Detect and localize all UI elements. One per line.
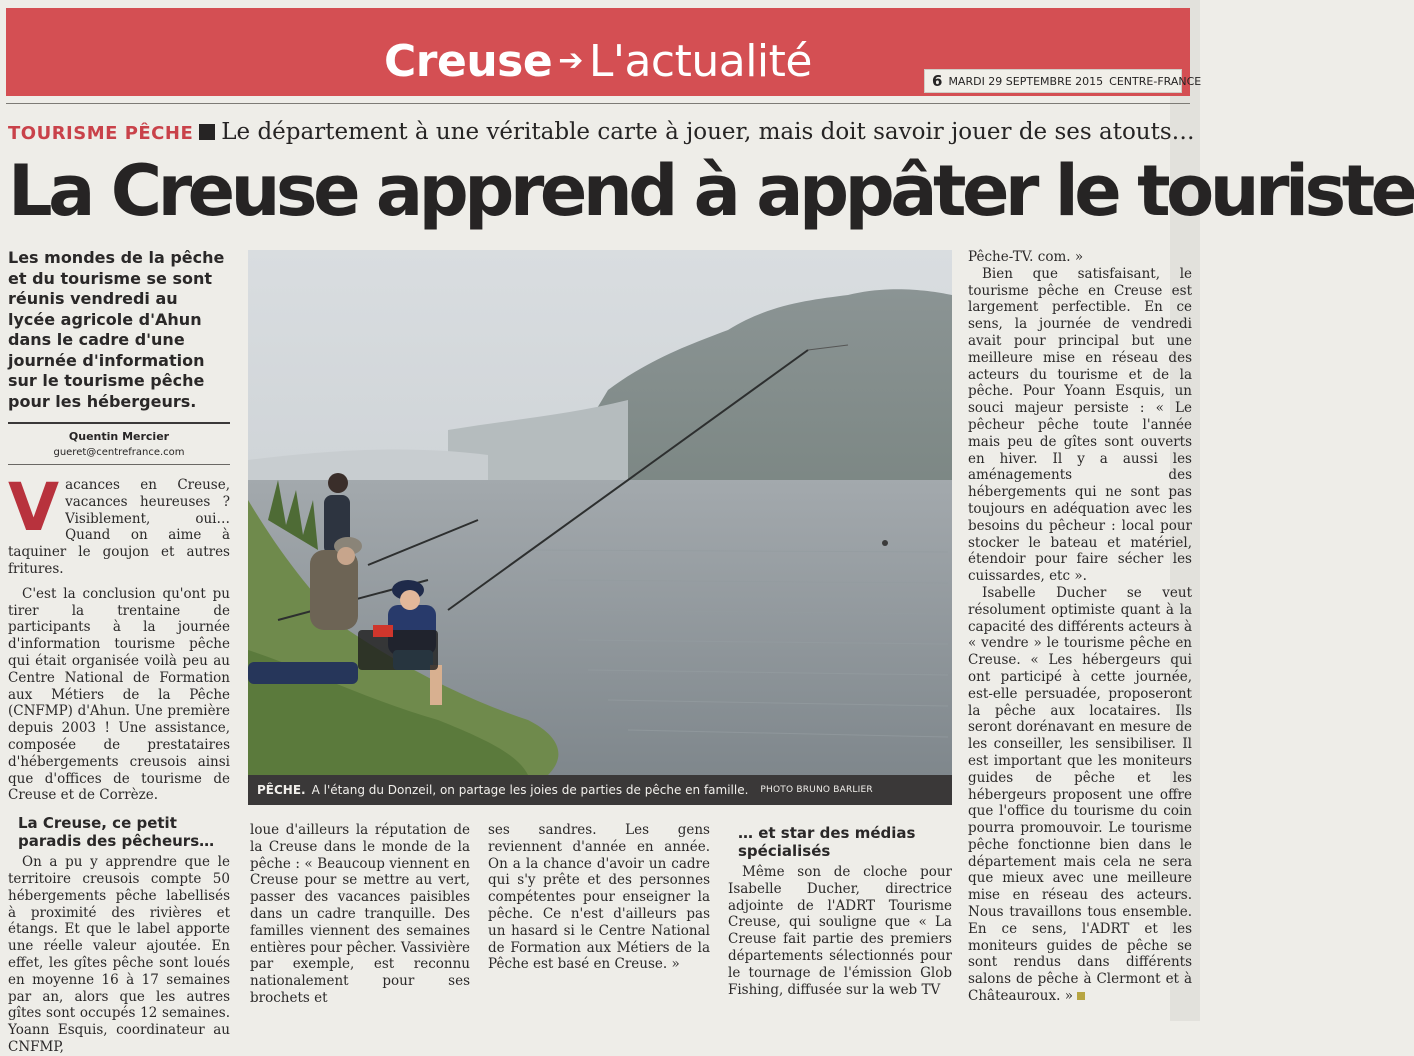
- publication-name: CENTRE-FRANCE: [1109, 74, 1202, 88]
- lead-paragraph: [8, 469, 230, 578]
- kicker-tag: TOURISME PÊCHE: [8, 123, 194, 144]
- article-photo: [248, 250, 952, 775]
- issue-date: MARDI 29 SEPTEMBRE 2015: [948, 74, 1104, 88]
- paragraph: [968, 585, 1192, 1005]
- photo-caption: [248, 775, 952, 805]
- byline-author: Quentin Mercier: [68, 430, 170, 443]
- column-4: [728, 824, 952, 998]
- paragraph: ses sandres. Les gens reviennent d'année en année. On a la chance d'avoir un cadre qui s'y prête et des personnes compétentes pour enseigner la pêche. Ce n'est d'ailleurs pas un hasard si le Centre National de Formation aux Métiers de la Pêche est basé en Creuse. »: [488, 822, 710, 973]
- paragraph: Pêche-TV. com. »: [968, 249, 1084, 265]
- column-2: [250, 822, 470, 1007]
- section-title: [384, 36, 812, 87]
- paragraph: On a pu y apprendre que le territoire creusois compte 50 hébergements pêche labellisés à proximité des rivières et étangs. Et que le label apporte une réelle valeur ajoutée. En effet, les gîtes pêche sont loués en moyenne 16 à 17 semaines par an, alors que les autres gîtes sont occupés 12 semaines. Yoann Esquis, coordinateur au CNFMP,: [8, 854, 230, 1055]
- section-header-band: [6, 8, 1202, 96]
- byline-rule: [8, 422, 230, 424]
- lead-text: acances en Creuse, vacances heureuses ? Visiblement, oui… Quand on aime à taquiner le goujon et autres fritures.: [8, 477, 230, 577]
- square-bullet-icon: [199, 124, 215, 140]
- photo-credit: PHOTO BRUNO BARLIER: [760, 785, 873, 795]
- page-number: 6: [932, 72, 943, 90]
- paragraph: loue d'ailleurs la réputation de la Creuse dans le monde de la pêche : « Beaucoup viennent en Creuse pour se mettre au vert, passer des vacances paisibles dans un cadre tranquille. Des familles viennent des semaines entières pour pêcher. Vassivière par exemple, est reconnu nationalement pour ses brochets et: [250, 822, 470, 1006]
- paragraph-text: Isabelle Ducher se veut résolument optimiste quant à la capacité des différents acteurs à « vendre » le tourisme pêche en Creuse. « Les hébergeurs qui ont participé à cette journée, est-elle persuadée, proposeront la pêche aux locataires. Ils seront dorénavant en mesure de les conseiller, les sensibiliser. Il est important que les moniteurs guides de pêche et les hébergeurs proposent une offre que l'office du tourisme du coin pourra promouvoir. Le tourisme pêche fonctionne bien dans le département mais cela ne sera que mieux avec une meilleure mise en réseau des acteurs. Nous travaillons tous ensemble. En ce sens, l'ADRT et les moniteurs guides de pêche se sont rendus dans différents salons de pêche à Clermont et à Châteauroux. »: [968, 584, 1192, 1005]
- paragraph: C'est la conclusion qu'ont pu tirer la trentaine de participants à la journée d'information tourisme pêche qui était organisée voilà peu au Centre National de Formation aux Métiers de la Pêche (CNFMP) d'Ahun. Une première depuis 2003 ! Une assistance, composée de prestataires d'hébergements creusois ainsi que d'offices de tourisme de Creuse et de Corrèze.: [8, 585, 230, 804]
- byline-rule-bottom: [8, 464, 230, 465]
- dateline: [924, 69, 1202, 93]
- subheading: … et star des médias spécialisés: [738, 824, 916, 860]
- header-rule: [6, 103, 1190, 104]
- byline-email: gueret@centrefrance.com: [53, 447, 185, 458]
- fishing-pond-photo: [248, 250, 952, 775]
- caption-label: PÊCHE.: [257, 783, 306, 797]
- subheading: La Creuse, ce petit paradis des pêcheurs…: [18, 814, 215, 851]
- column-left: [8, 248, 230, 1056]
- paragraph: Même son de cloche pour Isabelle Ducher, directrice adjointe de l'ADRT Tourisme Creuse, qui souligne que « La Creuse fait partie des premiers départements sélectionnés pour le tournage de l'émission Glob Fishing, diffusée sur la web TV: [728, 864, 952, 998]
- paragraph: Bien que satisfaisant, le tourisme pêche en Creuse est largement perfectible. En ce sens, la journée de vendredi avait pour principal but une meilleure mise en réseau des acteurs du tourisme et de la pêche. Pour Yoann Esquis, un souci majeur persiste : « Le pêcheur pêche toute l'année mais peu de gîtes sont ouverts en hiver. Il y a aussi les aménagements des hébergements qui ne sont pas toujours en adéquation avec les besoins du pêcheur : local pour stocker le bateau et matériel, étendoir pour faire sécher les cuissardes, etc ».: [968, 265, 1192, 585]
- column-3: [488, 822, 710, 973]
- column-right: [968, 249, 1192, 1005]
- standfirst: Les mondes de la pêche et du tourisme se sont réunis vendredi au lycée agricole d'Ahun dans le cadre d'une journée d'information sur le tourisme pêche pour les hébergeurs.: [8, 248, 225, 411]
- headline: La Creuse apprend à appâter le touriste: [8, 150, 1414, 232]
- arrow-right-icon: ➔: [558, 43, 583, 78]
- section-name: Creuse: [384, 36, 553, 87]
- subsection-name: L'actualité: [588, 36, 812, 87]
- end-mark-icon: [1077, 992, 1085, 1000]
- kicker-text: Le département à une véritable carte à jouer, mais doit savoir jouer de ses atouts…: [221, 119, 1195, 145]
- kicker: [8, 119, 1195, 145]
- drop-cap: V: [8, 469, 60, 546]
- caption-text: A l'étang du Donzeil, on partage les joies de parties de pêche en famille.: [311, 783, 749, 797]
